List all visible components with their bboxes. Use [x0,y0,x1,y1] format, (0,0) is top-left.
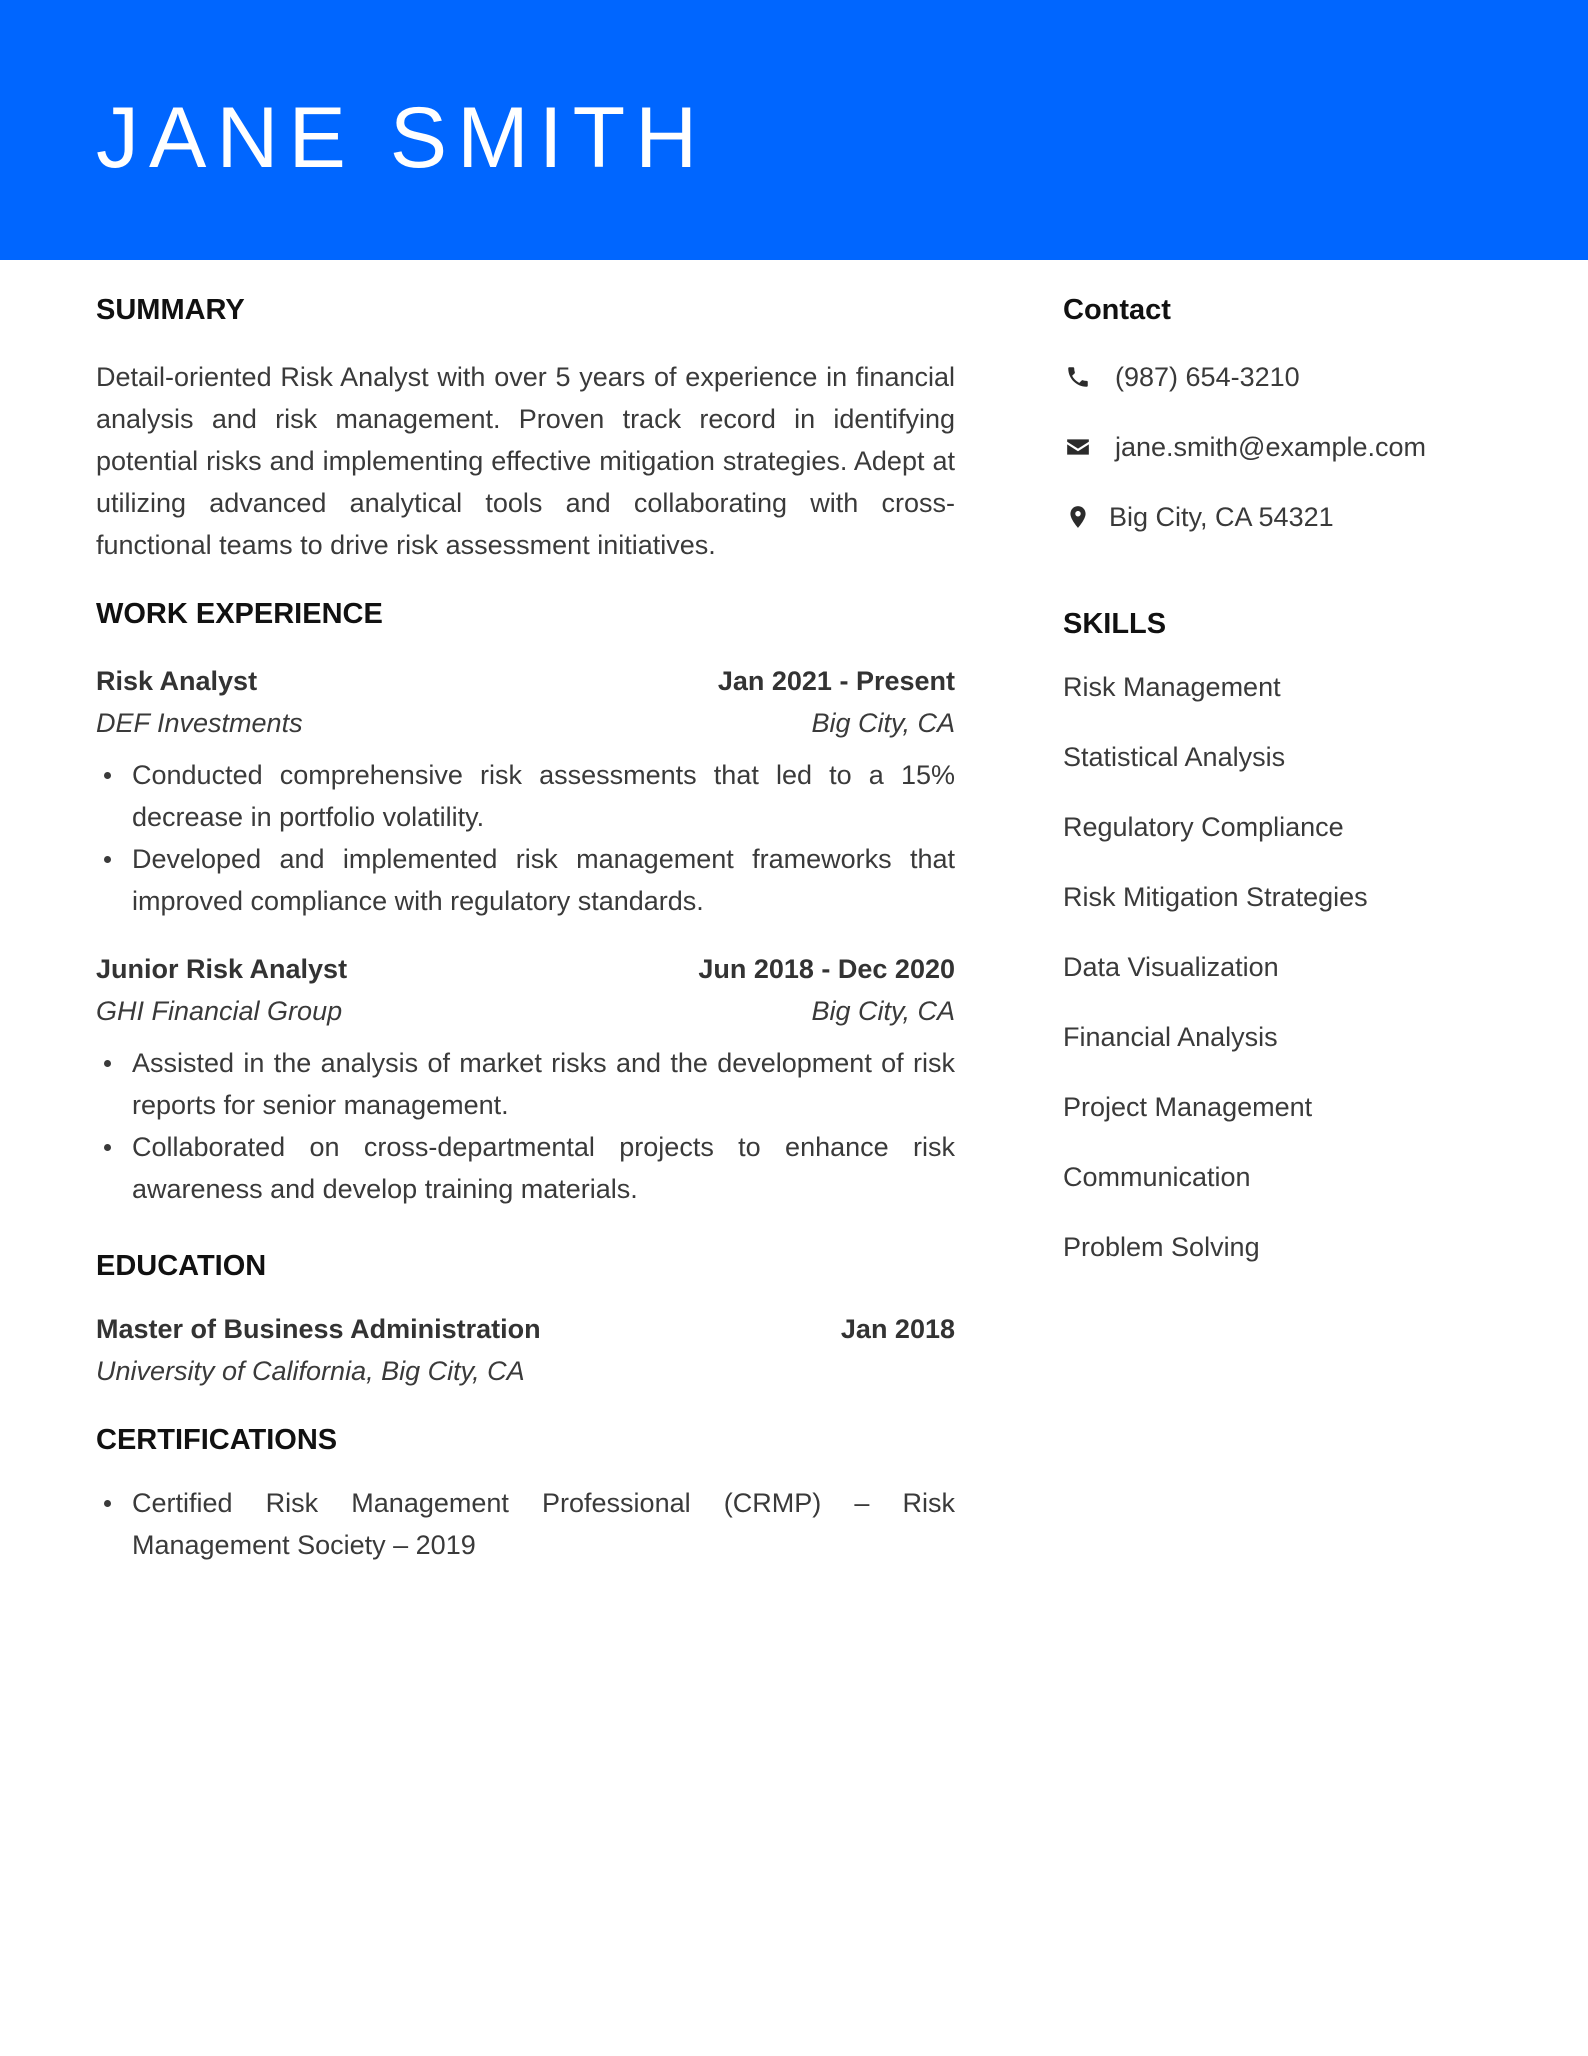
job-dates: Jan 2021 - Present [717,666,955,696]
summary-text: Detail-oriented Risk Analyst with over 5 years of experience in financial analysis and risk management. Proven track record in identifying potential risks and implementing effective mitigation strategies. Adept at utilizing advanced analytical tools and collaborating with cross-functional teams to drive risk assessment initiatives. [96,362,955,560]
contact-location-text: Big City, CA 54321 [1109,502,1334,532]
map-marker-icon [1063,502,1093,532]
skill-item: Statistical Analysis [1063,742,1286,772]
skill-item: Data Visualization [1063,952,1279,982]
skill-item: Risk Management [1063,672,1281,702]
contact-location [1063,496,1523,538]
skill-item: Regulatory Compliance [1063,812,1344,842]
header-banner [0,0,1588,260]
certifications-heading: CERTIFICATIONS [96,1424,338,1456]
phone-icon [1063,362,1093,392]
skill-item: Problem Solving [1063,1232,1260,1262]
education-school: University of California, Big City, CA [96,1356,525,1386]
job-bullet: Conducted comprehensive risk assessments that led to a 15% decrease in portfolio volatility. [96,754,955,838]
education-degree: Master of Business Administration [96,1314,541,1344]
skill-item: Financial Analysis [1063,1022,1278,1052]
job-bullet: Collaborated on cross-departmental projects to enhance risk awareness and develop training materials. [96,1126,955,1210]
work-experience-heading: WORK EXPERIENCE [96,598,383,630]
job-entry [96,948,955,1210]
skill-item: Risk Mitigation Strategies [1063,882,1368,912]
job-bullet: Developed and implemented risk management frameworks that improved compliance with regulatory standards. [96,838,955,922]
skill-item: Communication [1063,1162,1251,1192]
contact-phone-text[interactable]: (987) 654-3210 [1115,362,1300,392]
job-bullets [96,1042,955,1210]
certification-list [96,1482,955,1566]
contact-heading: Contact [1063,294,1171,326]
candidate-name: JANE SMITH [96,90,708,186]
job-location: Big City, CA [811,996,955,1026]
contact-email-text[interactable]: jane.smith@example.com [1115,432,1427,462]
job-company: DEF Investments [96,708,303,738]
skill-item: Project Management [1063,1092,1313,1122]
job-location: Big City, CA [811,708,955,738]
contact-phone [1063,356,1523,398]
summary-heading: SUMMARY [96,294,245,326]
job-bullets [96,754,955,922]
job-role: Junior Risk Analyst [96,954,348,984]
education-date: Jan 2018 [840,1314,955,1344]
job-entry [96,660,955,922]
job-dates: Jun 2018 - Dec 2020 [698,954,955,984]
envelope-icon [1063,432,1093,462]
job-bullet: Assisted in the analysis of market risks and the development of risk reports for senior management. [96,1042,955,1126]
contact-email [1063,426,1523,468]
skills-heading: SKILLS [1063,608,1167,640]
sidebar-column [1063,290,1523,1296]
certification-item: Certified Risk Management Professional (CRMP) – Risk Management Society – 2019 [96,1482,955,1566]
job-company: GHI Financial Group [96,996,343,1026]
job-role: Risk Analyst [96,666,258,696]
main-column [96,290,955,1566]
education-heading: EDUCATION [96,1250,267,1282]
